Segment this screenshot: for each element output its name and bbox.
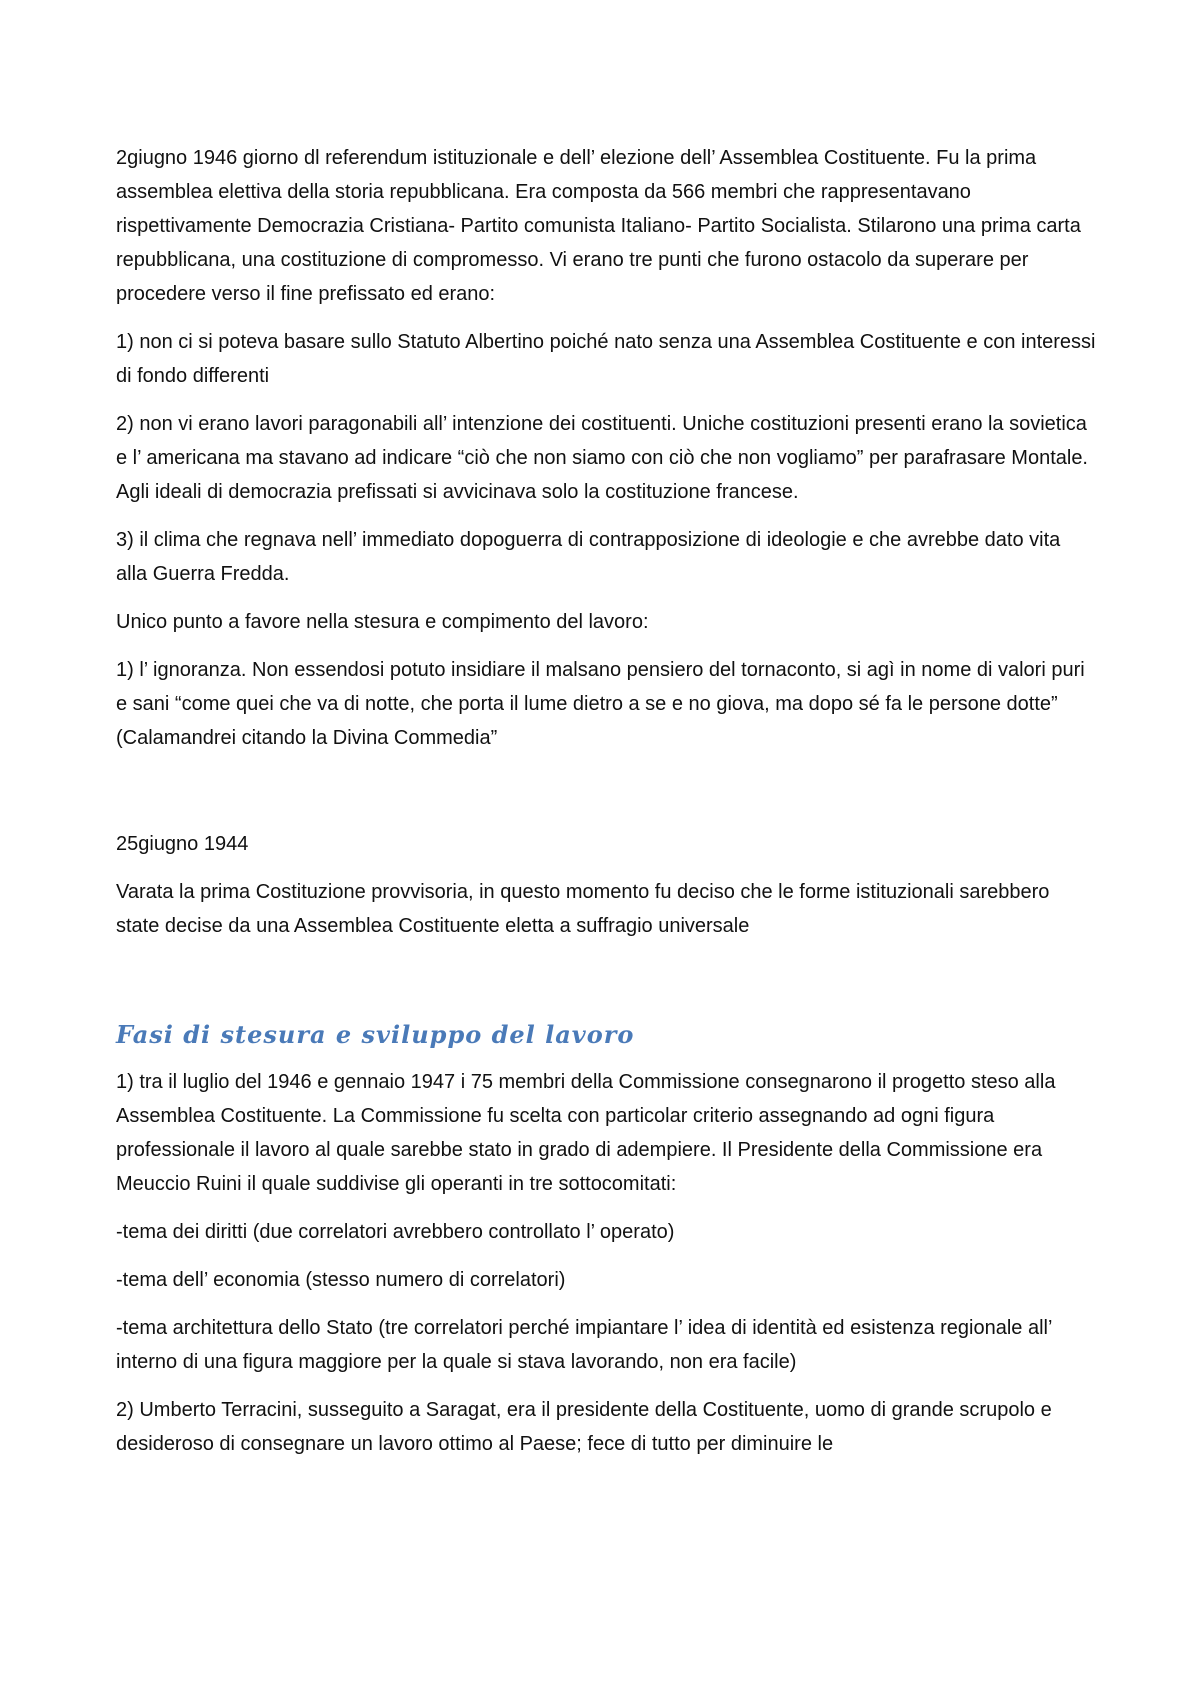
paragraph-point-1: 1) non ci si poteva basare sullo Statuto Albertino poiché nato senza una Assemblea Costituente e con interessi di fondo differenti — [116, 331, 1096, 387]
paragraph-provisional-constitution: Varata la prima Costituzione provvisoria, in questo momento fu deciso che le forme istituzionali sarebbero state decise da una Assemblea Costituente eletta a suffragio universale — [116, 881, 1050, 937]
paragraph-point-2: 2) non vi erano lavori paragonabili all’ intenzione dei costituenti. Uniche costituzioni presenti erano la sovietica e l’ americana ma stavano ad indicare “ciò che non siamo con ciò che non vogliamo” per parafrasare Montale. Agli ideali di democrazia prefissati si avvicinava solo la costituzione francese. — [116, 413, 1088, 503]
list-item-rights: -tema dei diritti (due correlatori avrebbero controllato l’ operato) — [116, 1221, 675, 1243]
blank-space — [116, 957, 1096, 1017]
list-item-state-architecture: -tema architettura dello Stato (tre correlatori perché impiantare l’ idea di identità ed esistenza regionale all’ interno di una figura maggiore per la quale si stava lavorando, non era facile) — [116, 1317, 1052, 1373]
paragraph-favor-intro: Unico punto a favore nella stesura e compimento del lavoro: — [116, 611, 649, 633]
section-heading: Fasi di stesura e sviluppo del lavoro — [116, 1020, 635, 1049]
list-item-economy: -tema dell’ economia (stesso numero di correlatori) — [116, 1269, 566, 1291]
paragraph-date-1944: 25giugno 1944 — [116, 833, 249, 855]
blank-space — [116, 769, 1096, 827]
paragraph-point-3: 3) il clima che regnava nell’ immediato dopoguerra di contrapposizione di ideologie e che avrebbe dato vita alla Guerra Fredda. — [116, 529, 1061, 585]
paragraph-phase-2: 2) Umberto Terracini, susseguito a Saragat, era il presidente della Costituente, uomo di grande scrupolo e desideroso di consegnare un lavoro ottimo al Paese; fece di tutto per diminuire le — [116, 1399, 1052, 1455]
paragraph-phase-1: 1) tra il luglio del 1946 e gennaio 1947 i 75 membri della Commissione consegnarono il progetto steso alla Assemblea Costituente. La Commissione fu scelta con particolar criterio assegnando ad ogni figura professionale il lavoro al quale sarebbe stato in grado di adempiere. Il Presidente della Commissione era Meuccio Ruini il quale suddivise gli operanti in tre sottocomitati: — [116, 1071, 1056, 1195]
document-body — [116, 141, 1096, 1475]
paragraph-favor-point-1: 1) l’ ignoranza. Non essendosi potuto insidiare il malsano pensiero del tornaconto, si agì in nome di valori puri e sani “come quei che va di notte, che porta il lume dietro a se e no giova, ma dopo sé fa le persone dotte” (Calamandrei citando la Divina Commedia” — [116, 659, 1085, 749]
paragraph-intro: 2giugno 1946 giorno dl referendum istituzionale e dell’ elezione dell’ Assemblea Costituente. Fu la prima assemblea elettiva della storia repubblicana. Era composta da 566 membri che rappresentavano rispettivamente Democrazia Cristiana- Partito comunista Italiano- Partito Socialista. Stilarono una prima carta repubblicana, una costituzione di compromesso. Vi erano tre punti che furono ostacolo da superare per procedere verso il fine prefissato ed erano: — [116, 147, 1081, 305]
